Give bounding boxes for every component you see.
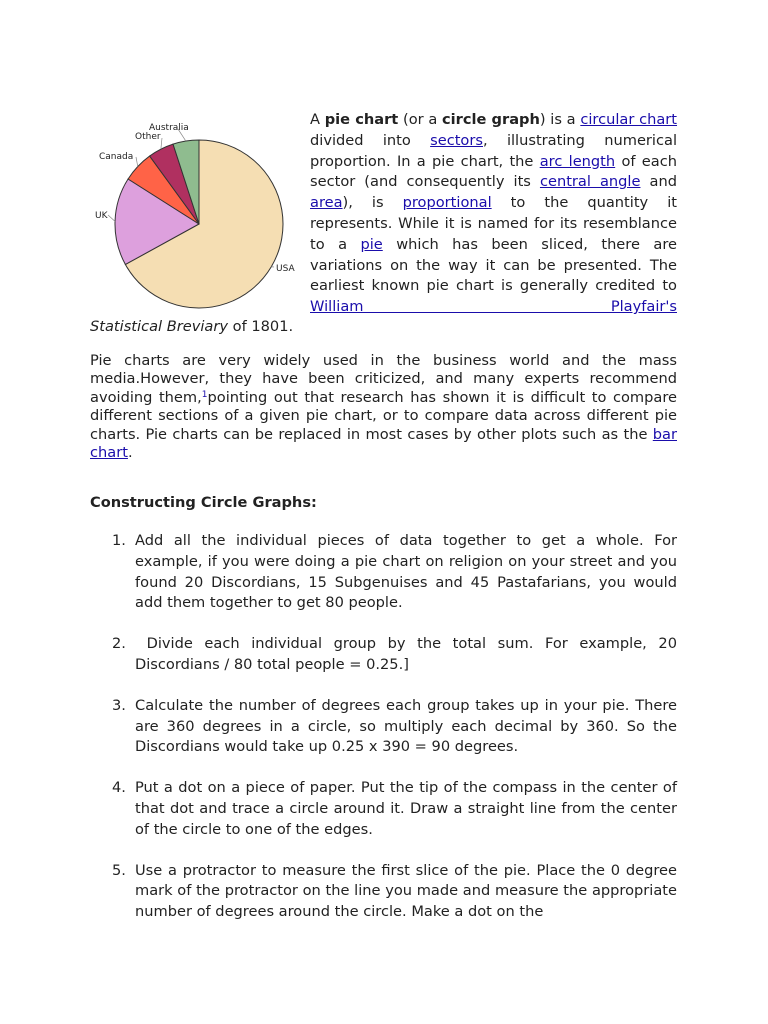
step-text: Add all the individual pieces of data together to get a whole. For example, if you were doing a pie chart on religion on your street and you found 20 Discordians, 15 Subgenuises and 45 Pastafarians, you would add them together to get 80 people. [135,532,677,612]
list-item [90,531,677,614]
reference-1-link[interactable]: 1 [201,389,208,400]
link-sectors[interactable]: sectors [430,131,483,149]
text-of-1801: of 1801. [228,318,294,335]
text-of-each: of each sector (and consequently its [310,152,677,191]
text-criticism-a: Pie charts are very widely used in the business world and the mass media.However, they have been criticized, and many experts recommend avoiding them, [90,352,677,406]
text-or-a: (or a [398,111,442,128]
list-item [90,634,677,676]
link-bar-chart[interactable]: bar chart [90,425,677,462]
link-william-playfair[interactable]: William Playfair's [310,298,677,316]
pie-chart [88,114,306,314]
term-circle-graph: circle graph [442,111,540,128]
text-and: and [640,173,677,191]
step-text: Calculate the number of degrees each group takes up in your pie. There are 360 degrees in a circle, so multiply each decimal by 360. So the Discordians would take up 0.25 x 390 = 90 degrees. [135,696,677,756]
text-is-a: ) is a [539,111,581,128]
step-number: 2. [112,635,126,653]
pie-leader-line [161,138,162,149]
list-item [90,778,677,840]
text-illustrating: , illustrating numerical proportion. In a pie chart, the [310,131,677,170]
step-text: Use a protractor to measure the first slice of the pie. Place the 0 degree mark of the protractor on the line you made and measure the appropriate number of degrees around the circle. Make a dot on the [135,861,677,921]
criticism-paragraph [90,352,677,462]
step-text: Divide each individual group by the total sum. For example, 20 Discordians / 80 total people = 0.25.] [135,635,677,673]
title-statistical-breviary: Statistical Breviary [90,318,229,335]
link-circular-chart[interactable]: circular chart [580,111,678,128]
pie-label-usa: USA [276,264,295,274]
pie-label-australia: Australia [149,123,189,133]
term-pie-chart: pie chart [324,111,399,128]
text-which-has: which has been sliced, there are variations on the way it can be presented. The earliest known pie chart is generally credited to [310,235,677,295]
list-item [90,696,677,758]
intro-paragraph [310,110,677,318]
link-area[interactable]: area [310,194,343,212]
text-to-the-quantity: to the quantity it represents. While it is named for its resemblance to a [310,194,677,253]
step-number: 3. [112,696,126,714]
text-period: . [127,444,133,462]
pie-label-uk: UK [95,211,108,221]
text-is: ), is [342,194,403,212]
step-number: 4. [112,779,126,797]
link-central-angle[interactable]: central angle [539,173,641,191]
step-number: 1. [112,532,126,549]
section-title: Constructing Circle Graphs: [90,494,317,511]
step-text: Put a dot on a piece of paper. Put the tip of the compass in the center of that dot and trace a circle around it. Draw a straight line from the center of the circle to one of the edges. [135,779,677,838]
text-a: A [310,111,325,128]
link-proportional[interactable]: proportional [402,194,492,212]
text-criticism-b: pointing out that research has shown it is difficult to compare different sections of a given pie chart, or to compare data across different pie charts. Pie charts can be replaced in most cases by other plots such as the [90,388,677,443]
text-divided-into: divided into [310,131,431,149]
intro-paragraph-tail [90,317,293,338]
link-arc-length[interactable]: arc length [539,152,616,170]
list-item [90,861,677,923]
pie-leader-line [108,215,115,221]
pie-label-canada: Canada [99,152,134,162]
link-pie[interactable]: pie [360,235,383,253]
steps-list [90,531,677,943]
pie-leader-line [136,157,138,167]
pie-label-other: Other [135,132,161,142]
step-number: 5. [112,861,126,879]
pie-chart-figure [88,114,306,314]
